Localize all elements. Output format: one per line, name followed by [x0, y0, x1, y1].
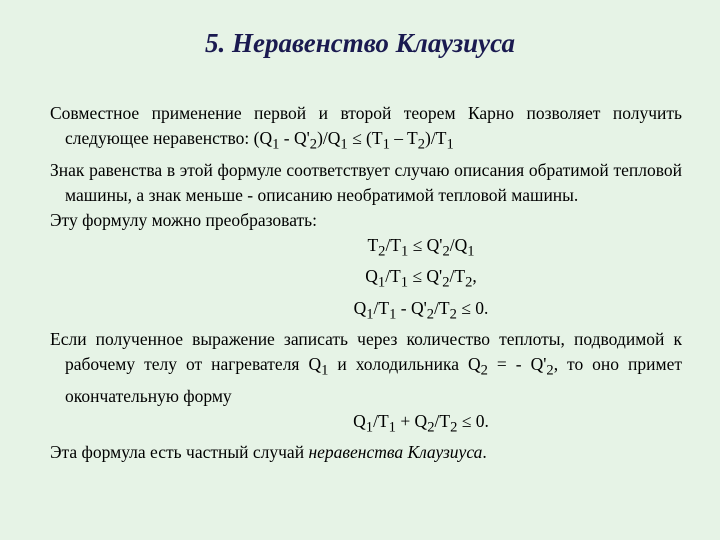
paragraph-heat: Если полученное выражение записать через количество теплоты, подводимой к рабочему телу от нагревателя $Q_1$ и холодильника $Q_2$ = - $Q'_2$, то оно примет окончательную форму: [50, 329, 682, 406]
slide-body: [50, 101, 682, 465]
page-title: 5. Неравенство Клаузиуса: [205, 28, 515, 58]
clausius-term: неравенства Клаузиуса: [308, 442, 483, 462]
paragraph-transform: Эту формулу можно преобразовать:: [50, 209, 318, 230]
formula-1: $T_2/T_1 \le Q'_2/Q_1$: [367, 234, 475, 259]
formula-3: $Q_1/T_1 - Q'_2/T_2 \le 0$.: [353, 297, 489, 322]
paragraph-carnot: Совместное применение первой и второй теорем Карно позволяет получить следующее неравенство: $(Q_1 - Q'_2)/Q_1 \le (T_1 - T_2)/T_1$: [50, 103, 682, 153]
paragraph-equality-sign: Знак равенства в этой формуле соответствует случаю описания обратимой тепловой машины, а знак меньше - описанию необратимой тепловой машины.: [50, 159, 682, 205]
paragraph-conclusion: Эта формула есть частный случай неравенства Клаузиуса.: [50, 442, 487, 462]
formula-2: $Q_1/T_1 \le Q'_2/T_2$,: [365, 266, 477, 291]
formula-final: $Q_1/T_1 + Q_2/T_2 \le 0$.: [353, 410, 489, 435]
